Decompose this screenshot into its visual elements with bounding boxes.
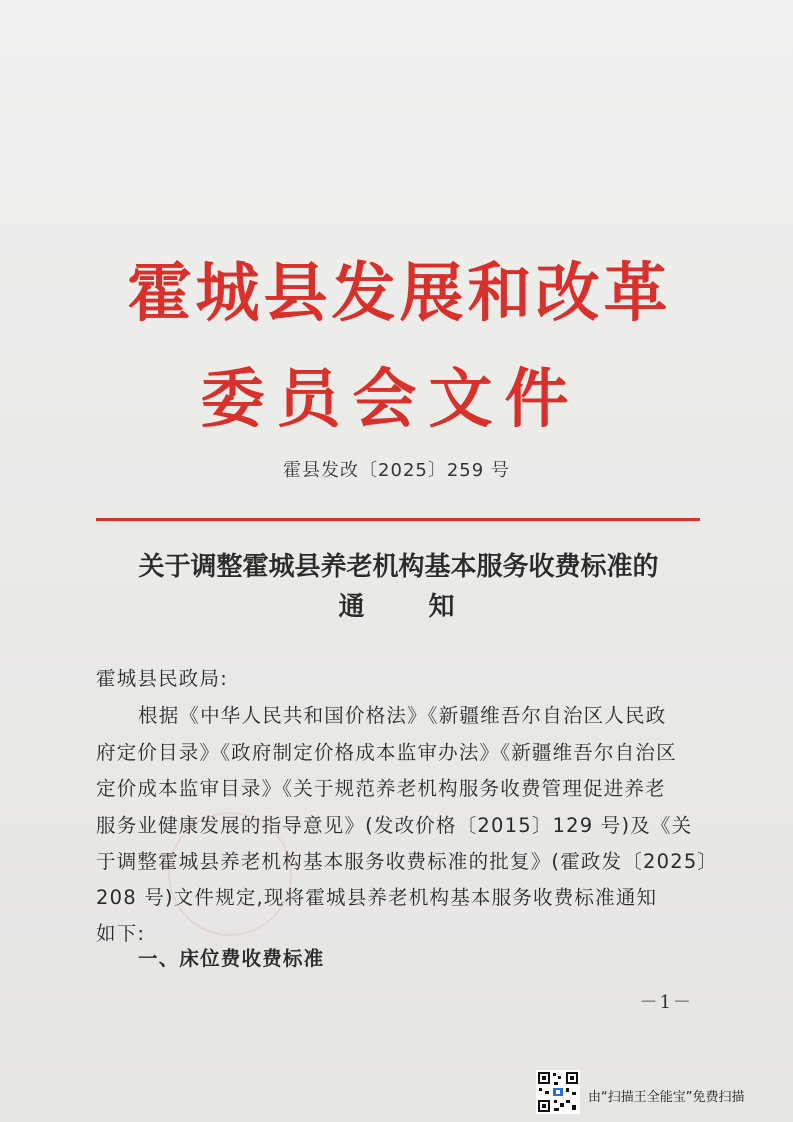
salutation: 霍城县民政局: bbox=[96, 667, 228, 690]
paragraph-line: 根据《中华人民共和国价格法》《新疆维吾尔自治区人民政 bbox=[138, 704, 667, 727]
scan-watermark-text: 由“扫描王全能宝”免费扫描 bbox=[588, 1090, 745, 1105]
page-number: －1－ bbox=[639, 992, 693, 1013]
paragraph-line: 定价成本监审目录》《关于规范养老机构服务收费管理促进养老 bbox=[96, 777, 666, 800]
paragraph-line: 府定价目录》《政府制定价格成本监审办法》《新疆维吾尔自治区 bbox=[96, 741, 677, 764]
document-number: 霍县发改〔2025〕259 号 bbox=[283, 460, 510, 481]
paragraph-line: 于调整霍城县养老机构基本服务收费标准的批复》(霍政发〔2025〕 bbox=[96, 850, 719, 873]
notice-title-line2: 通知 bbox=[338, 592, 519, 622]
notice-title-line1: 关于调整霍城县养老机构基本服务收费标准的 bbox=[138, 552, 659, 582]
paragraph-line: 如下: bbox=[96, 922, 146, 945]
section-heading: 一、床位费收费标准 bbox=[138, 947, 325, 970]
faint-stamp-mark bbox=[168, 812, 292, 936]
paragraph-line: 服务业健康发展的指导意见》(发改价格〔2015〕129 号)及《关 bbox=[96, 814, 693, 837]
paragraph-line: 208 号)文件规定,现将霍城县养老机构基本服务收费标准通知 bbox=[96, 886, 658, 909]
document-title-line1: 霍城县发展和改革 bbox=[127, 256, 672, 331]
qr-code-icon[interactable] bbox=[536, 1070, 580, 1114]
red-divider-line bbox=[96, 518, 700, 521]
document-title-line2: 委员会文件 bbox=[200, 362, 581, 437]
